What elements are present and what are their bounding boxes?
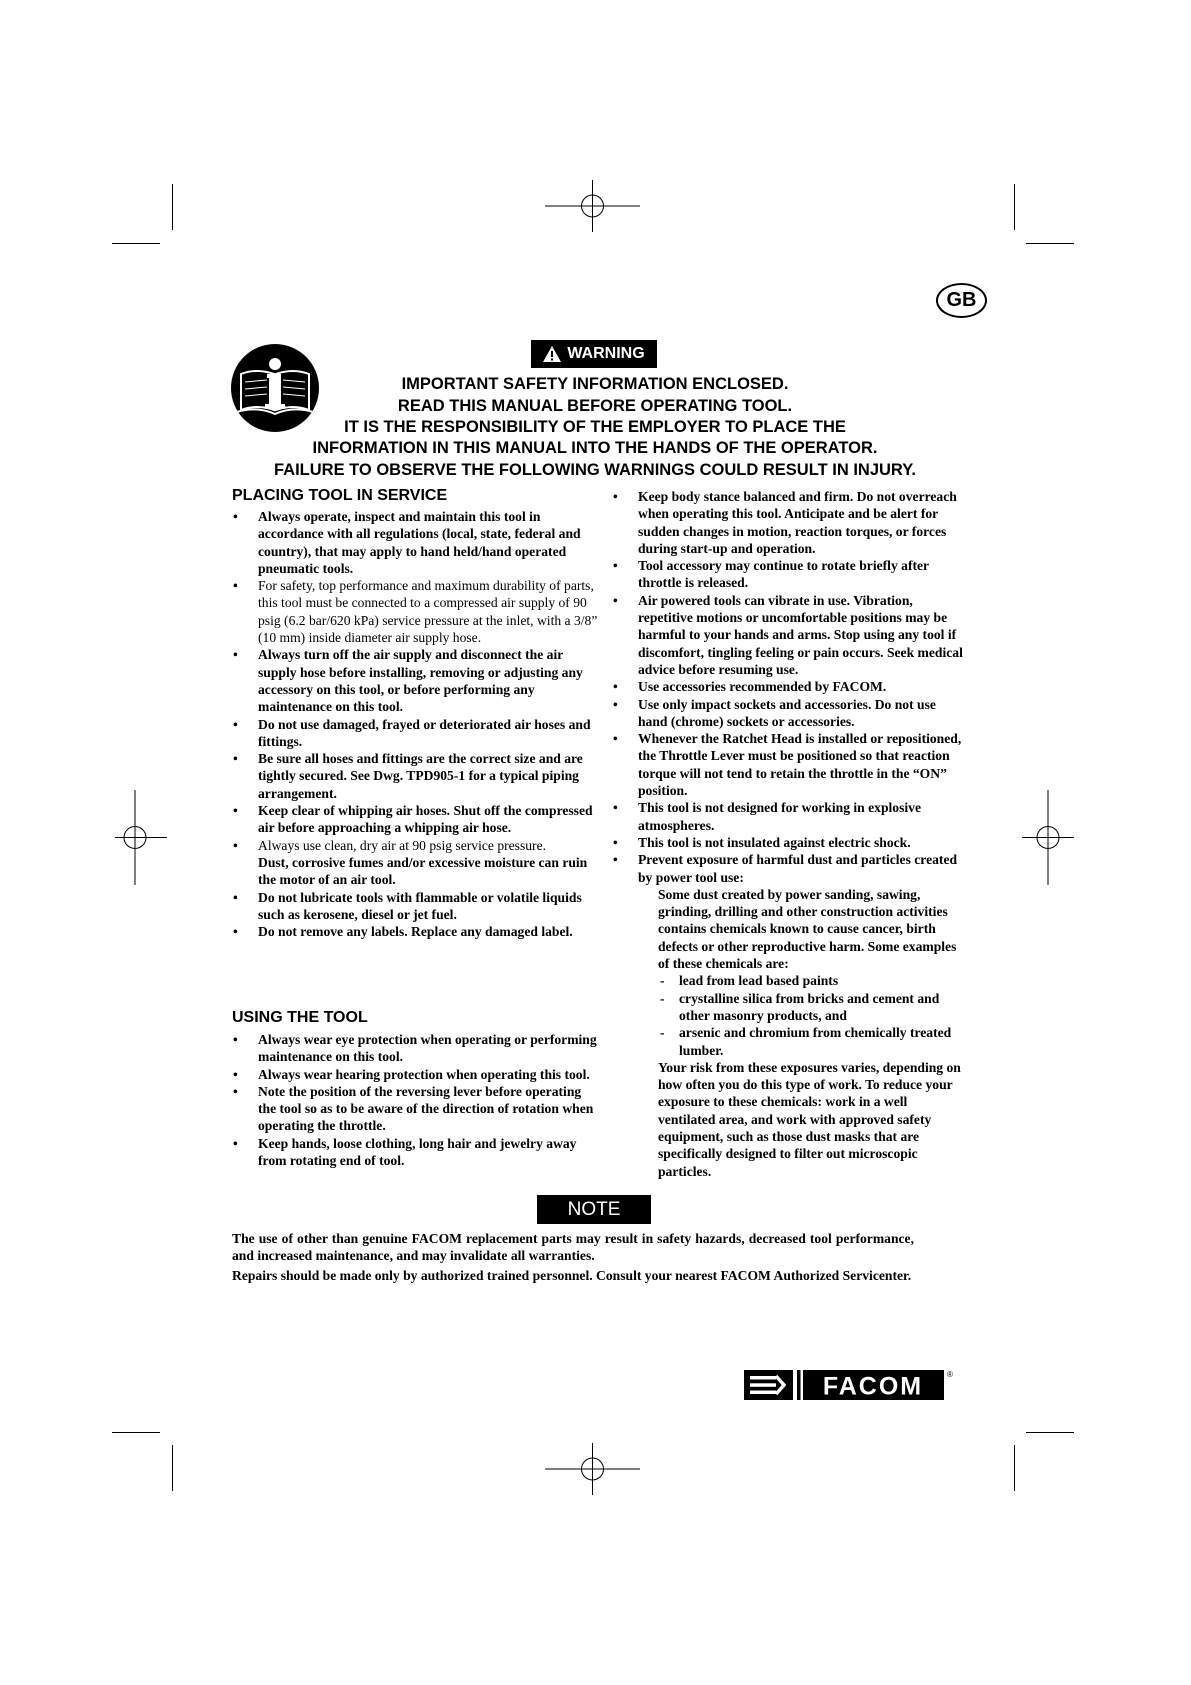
note-paragraph: The use of other than genuine FACOM replacement parts may result in safety hazards, decreased tool performance, and increased maintenance, and may invalidate all warranties. <box>232 1231 914 1263</box>
list-item: • Always wear eye protection when operating or performing maintenance on this tool. <box>232 1031 600 1066</box>
registration-mark-top <box>545 180 640 232</box>
list-item: • Always operate, inspect and maintain this tool in accordance with all regulations (local, state, federal and country), that may apply to hand held/hand operated pneumatic tools. <box>232 508 600 577</box>
list-item: • Keep body stance balanced and firm. Do not overreach when operating this tool. Anticipate and be alert for sudden changes in motion, reaction torques, or forces during start-up and operation. <box>612 488 964 557</box>
list-item <box>232 837 600 889</box>
list-item: • Do not use damaged, frayed or deteriorated air hoses and fittings. <box>232 716 600 751</box>
registration-mark-left <box>115 790 167 885</box>
list-item: • Note the position of the reversing lever before operating the tool so as to be aware of the direction of rotation when operating the throttle. <box>232 1083 600 1135</box>
header-line: READ THIS MANUAL BEFORE OPERATING TOOL. <box>397 397 793 415</box>
right-column <box>612 488 964 1180</box>
language-badge: GB <box>936 283 987 318</box>
note-banner: NOTE <box>537 1195 651 1224</box>
list-item: • Keep hands, loose clothing, long hair and jewelry away from rotating end of tool. <box>232 1135 600 1170</box>
note-paragraph: Repairs should be made only by authorized trained personnel. Consult your nearest FACOM Authorized Servicenter. <box>232 1268 912 1283</box>
list-item: • Always wear hearing protection when operating this tool. <box>232 1066 600 1083</box>
list-item: • For safety, top performance and maximum durability of parts, this tool must be connected to a compressed air supply of 90 psig (6.2 bar/620 kPa) service pressure at the inlet, with a 3/8” (10 mm) inside diameter air supply hose. <box>232 577 600 646</box>
chemical-item: - lead from lead based paints <box>612 972 964 989</box>
chemical-item: - arsenic and chromium from chemically treated lumber. <box>612 1024 964 1059</box>
list-item: • This tool is not designed for working in explosive atmospheres. <box>612 799 964 834</box>
warning-triangle-icon <box>543 346 561 362</box>
warning-banner <box>531 340 657 368</box>
list-item: • This tool is not insulated against electric shock. <box>612 834 964 851</box>
section-title-using: USING THE TOOL <box>232 1009 368 1026</box>
placing-list <box>232 508 600 940</box>
svg-text:®: ® <box>947 1370 953 1379</box>
facom-logo <box>744 1367 954 1403</box>
registration-mark-bottom <box>545 1443 640 1495</box>
list-item-part: Dust, corrosive fumes and/or excessive moisture can ruin the motor of an air tool. <box>258 854 588 888</box>
list-item: • Keep clear of whipping air hoses. Shut off the compressed air before approaching a whipping air hose. <box>232 802 600 837</box>
dust-paragraph: Some dust created by power sanding, sawing, grinding, drilling and other construction activities contains chemicals known to cause cancer, birth defects or other reproductive harm. Some examples of these chemicals are: <box>658 886 957 972</box>
header-line: INFORMATION IN THIS MANUAL INTO THE HANDS OF THE OPERATOR. <box>312 439 878 457</box>
list-item-part: Always use clean, dry air at 90 psig service pressure. <box>258 837 547 853</box>
list-item: • Whenever the Ratchet Head is installed or repositioned, the Throttle Lever must be positioned so that reaction torque will not tend to retain the throttle in the “ON” position. <box>612 730 964 799</box>
list-item: • Prevent exposure of harmful dust and particles created by power tool use: <box>612 851 964 886</box>
list-item: • Be sure all hoses and fittings are the correct size and are tightly secured. See Dwg. TPD905-1 for a typical piping arrangement. <box>232 750 600 802</box>
list-item: • Use accessories recommended by FACOM. <box>612 678 964 695</box>
list-item: • Tool accessory may continue to rotate briefly after throttle is released. <box>612 557 964 592</box>
registration-mark-right <box>1022 790 1074 885</box>
section-title-placing: PLACING TOOL IN SERVICE <box>232 487 448 504</box>
header-line: IT IS THE RESPONSIBILITY OF THE EMPLOYER TO PLACE THE <box>344 418 846 436</box>
list-item: • Air powered tools can vibrate in use. Vibration, repetitive motions or uncomfortable positions may be harmful to your hands and arms. Stop using any tool if discomfort, tingling feeling or pain occurs. Seek medical advice before resuming use. <box>612 592 964 678</box>
list-item: • Use only impact sockets and accessories. Do not use hand (chrome) sockets or accessories. <box>612 696 964 731</box>
warning-label: WARNING <box>567 345 645 362</box>
list-item: • Do not lubricate tools with flammable or volatile liquids such as kerosene, diesel or jet fuel. <box>232 889 600 924</box>
chemical-item: - crystalline silica from bricks and cement and other masonry products, and <box>612 990 964 1025</box>
list-item: • Always turn off the air supply and disconnect the air supply hose before installing, removing or adjusting any accessory on this tool, or before performing any maintenance on this tool. <box>232 646 600 715</box>
risk-paragraph: Your risk from these exposures varies, depending on how often you do this type of work. To reduce your exposure to these chemicals: work in a well ventilated area, and work with approved safety equipment, such as those dust masks that are specifically designed to filter out microscopic particles. <box>658 1059 961 1179</box>
list-item: • Do not remove any labels. Replace any damaged label. <box>232 923 600 940</box>
svg-text:FACOM: FACOM <box>822 1372 924 1401</box>
using-list <box>232 1031 600 1169</box>
header-line: IMPORTANT SAFETY INFORMATION ENCLOSED. <box>401 375 789 393</box>
header-line: FAILURE TO OBSERVE THE FOLLOWING WARNINGS COULD RESULT IN INJURY. <box>273 461 916 479</box>
